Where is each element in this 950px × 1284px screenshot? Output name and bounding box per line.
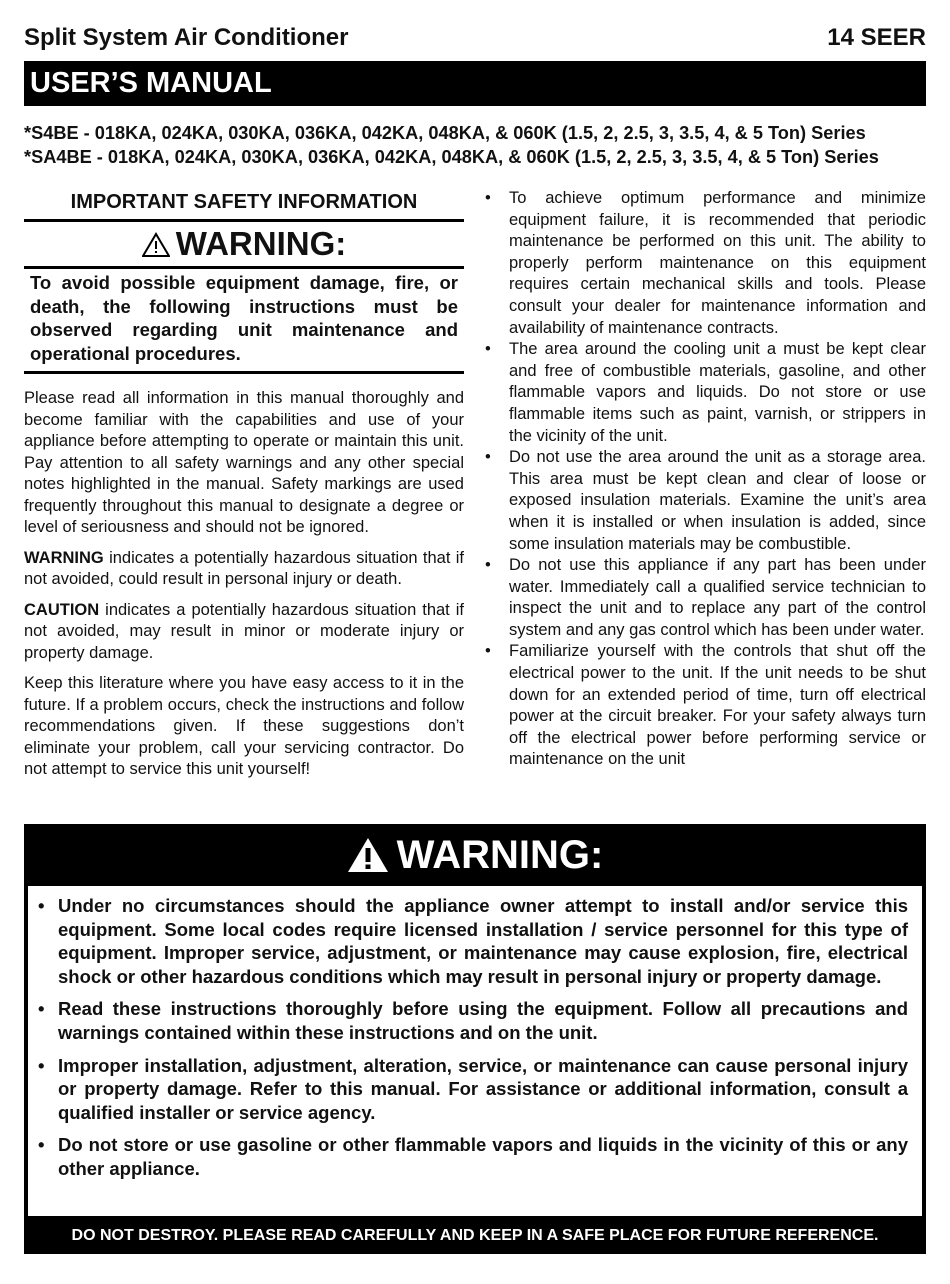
users-manual-banner — [24, 61, 926, 106]
main-warning-box — [24, 824, 926, 1254]
caution-definition — [24, 600, 464, 665]
seer-rating: 14 SEER — [827, 24, 926, 51]
keep-literature-paragraph: Keep this literature where you have easy access to it in the future. If a problem occurs, check the instructions and follow recommendations given. If these suggestions don’t eliminate your problem, call your servicing contractor. Do not attempt to service this unit yourself! — [24, 674, 464, 778]
warning-text: To avoid possible equipment damage, fire, or death, the following instructions must be observed regarding unit maintenance and operational procedures. — [30, 272, 458, 364]
warning-term: WARNING — [24, 548, 104, 567]
main-warning-list — [28, 886, 922, 1181]
list-item: • Do not store or use gasoline or other flammable vapors and liquids in the vicinity of this or any other appliance. — [38, 1134, 908, 1179]
caution-term: CAUTION — [24, 600, 100, 619]
users-manual-label: USER’S MANUAL — [30, 67, 272, 99]
list-item: • Familiarize yourself with the controls that shut off the electrical power to the unit. If the unit needs to be shut down for an extended period of time, turn off electrical power at the circuit breaker. For your safety always turn off the electrical power before performing service or maintenance on the unit — [485, 642, 926, 769]
header-row — [24, 24, 926, 54]
main-warning-heading — [24, 824, 926, 886]
maintenance-column — [485, 188, 926, 771]
main-warning-body — [28, 886, 922, 1216]
caution-def: indicates a potentially hazardous situation that if not avoided, may result in minor or moderate injury or property damage. — [24, 600, 464, 662]
list-item: • Do not use the area around the unit as a storage area. This area must be kept clean and clear of loose or exposed insulation materials. Examine the unit’s area when it is installed or when insulation is added, since some insulation materials may be combustible. — [485, 448, 926, 553]
list-item: • Do not use this appliance if any part has been under water. Immediately call a qualified service technician to inspect the unit and to replace any part of the control system and any gas control which has been under water. — [485, 556, 926, 639]
warning-label: WARNING: — [175, 225, 347, 262]
warning-triangle-icon — [142, 232, 170, 257]
warning-definition — [24, 548, 464, 591]
safety-column — [24, 185, 464, 790]
warning-triangle-icon — [347, 837, 389, 873]
list-item: • Read these instructions thoroughly before using the equipment. Follow all precautions and warnings contained within these instructions and on the unit. — [38, 998, 908, 1043]
series-line-2: *SA4BE - 018KA, 024KA, 030KA, 036KA, 042KA, 048KA, & 060K (1.5, 2, 2.5, 3, 3.5, 4, & 5 Ton) Series — [24, 147, 879, 167]
list-item: • To achieve optimum performance and minimize equipment failure, it is recommended that periodic maintenance be performed on this unit. The ability to properly perform maintenance on this equipment requires certain mechanical skills and tools. Please consult your dealer for maintenance information and availability of maintenance contracts. — [485, 189, 926, 337]
warning-heading — [24, 222, 464, 266]
warning-def: indicates a potentially hazardous situation that if not avoided, could result in personal injury or death. — [24, 548, 464, 588]
model-series — [24, 121, 926, 169]
series-line-1: *S4BE - 018KA, 024KA, 030KA, 036KA, 042KA, 048KA, & 060K (1.5, 2, 2.5, 3, 3.5, 4, & 5 Ton) Series — [24, 123, 866, 143]
list-item: • The area around the cooling unit a must be kept clear and free of combustible materials, gasoline, and other flammable vapors and liquids. Do not store or use flammable items such as paint, varnish, or strippers in the vicinity of the unit. — [485, 340, 926, 445]
list-item: • Improper installation, adjustment, alteration, service, or maintenance can cause personal injury or property damage. Refer to this manual. For assistance or additional information, consult a qualified installer or service agency. — [38, 1054, 908, 1123]
maintenance-list — [485, 188, 926, 771]
intro-paragraph: Please read all information in this manual thoroughly and become familiar with the capabilities and use of your appliance before attempting to operate or maintain this unit. Pay attention to all safety warnings and any other special notes highlighted in the manual. Safety markings are used frequently throughout this manual to designate a degree or level of seriousness and should not be ignored. — [24, 389, 464, 536]
list-item: • Under no circumstances should the appliance owner attempt to install and/or service this equipment. Some local codes require licensed installation / service personnel for this type of equipment. Improper service, adjustment, or maintenance may cause explosion, fire, electrical shock or other hazardous conditions which may result in personal injury or property damage. — [38, 895, 908, 987]
doc-title: Split System Air Conditioner — [24, 24, 349, 51]
do-not-destroy-footer: DO NOT DESTROY. PLEASE READ CAREFULLY AND KEEP IN A SAFE PLACE FOR FUTURE REFERENCE. — [71, 1227, 879, 1244]
safety-heading: IMPORTANT SAFETY INFORMATION — [70, 191, 418, 213]
main-warning-label: WARNING: — [396, 833, 604, 877]
